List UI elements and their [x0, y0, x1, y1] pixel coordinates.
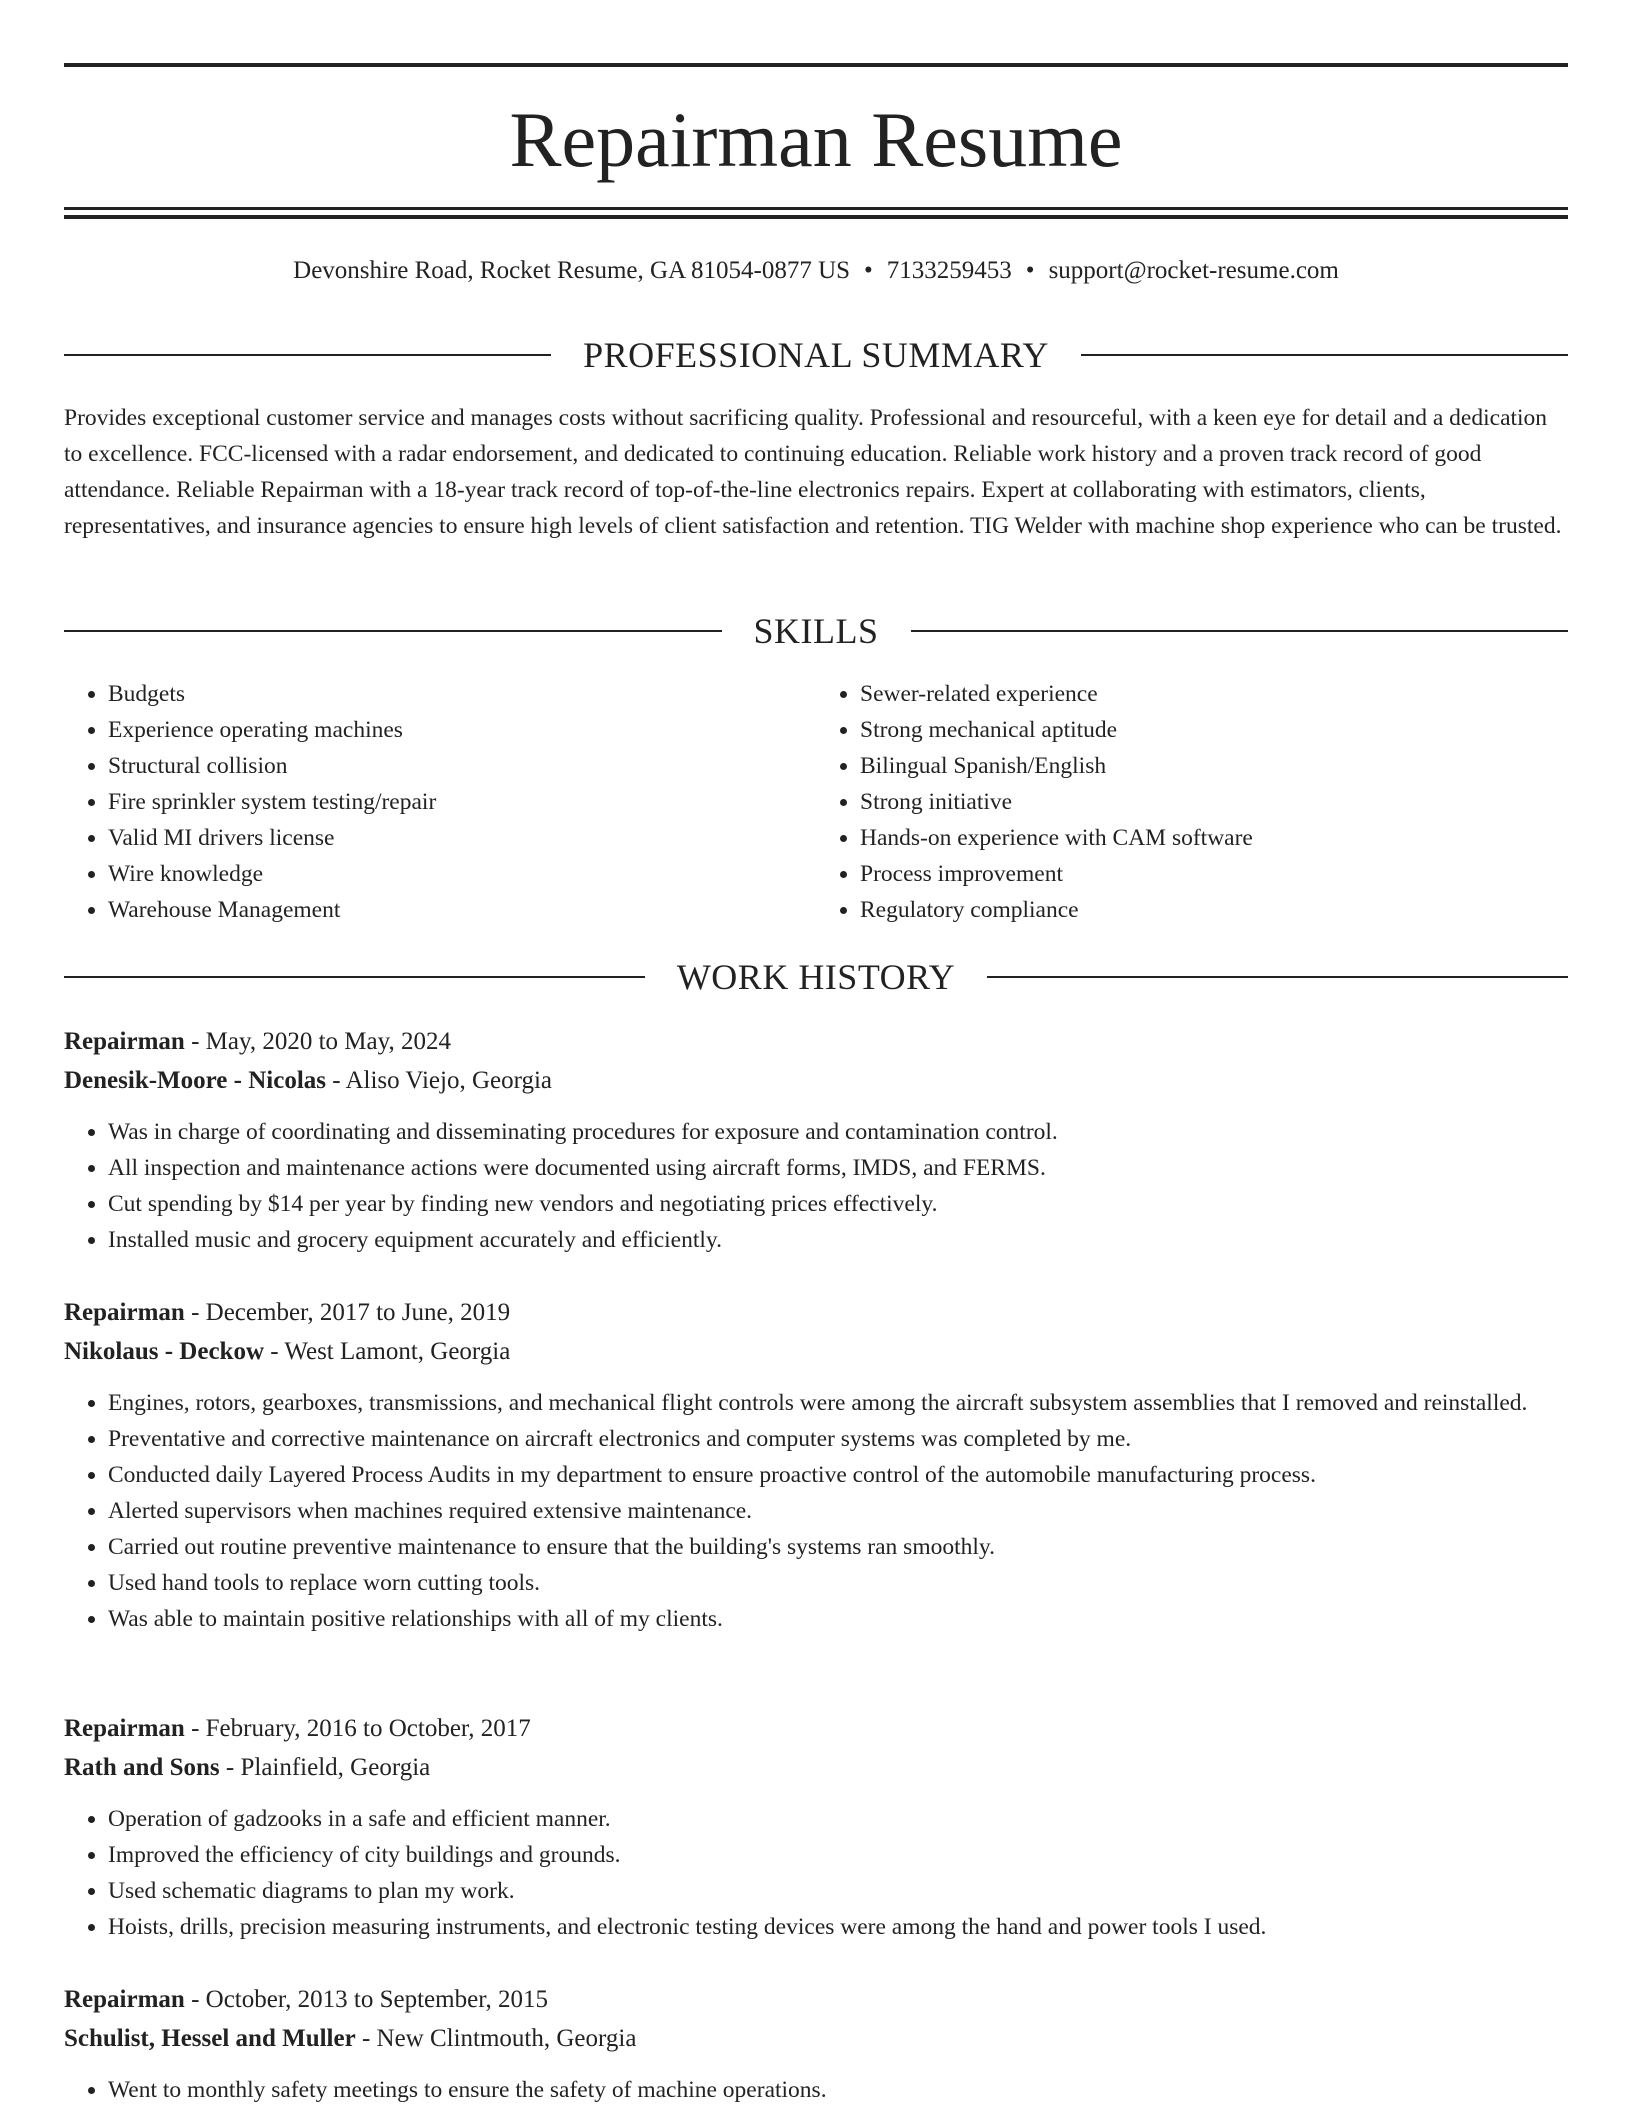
- title-double-rule: [64, 207, 1568, 219]
- contact-address: Devonshire Road, Rocket Resume, GA 81054-0877 US: [293, 257, 851, 284]
- skill-item: • Structural collision: [108, 748, 816, 784]
- job-bullet: • Went to monthly safety meetings to ensure the safety of machine operations.: [108, 2072, 1568, 2108]
- job-bullets: [64, 1114, 1568, 1258]
- skill-item: • Warehouse Management: [108, 892, 816, 928]
- job-location: - Plainfield, Georgia: [219, 1754, 431, 1781]
- contact-separator: •: [1025, 257, 1035, 284]
- skill-item: • Regulatory compliance: [860, 892, 1568, 928]
- job-bullet: • Cut spending by $14 per year by finding new vendors and negotiating prices effectively.: [108, 1186, 1568, 1222]
- section-rule-right: [1081, 354, 1568, 356]
- job-company: Nikolaus - Deckow: [64, 1338, 265, 1365]
- skill-item: • Wire knowledge: [108, 856, 816, 892]
- work-section-header: [64, 955, 1568, 999]
- job-bullet: • Was in charge of coordinating and disseminating procedures for exposure and contamination control.: [108, 1114, 1568, 1150]
- job-title: Repairman: [64, 1299, 185, 1326]
- job-bullet: • Used schematic diagrams to plan my work.: [108, 1873, 1568, 1909]
- skills-list-left: [64, 676, 816, 928]
- summary-section-header: [64, 333, 1568, 377]
- skills-columns: [64, 676, 1568, 928]
- summary-heading: PROFESSIONAL SUMMARY: [583, 335, 1049, 375]
- job-dates: - October, 2013 to September, 2015: [184, 1986, 549, 2013]
- job-bullet: • Carried out routine preventive maintenance to ensure that the building's systems ran smoothly.: [108, 1529, 1568, 1565]
- job-location: - New Clintmouth, Georgia: [355, 2025, 637, 2052]
- contact-line: [64, 254, 1568, 288]
- job-bullet: • Was able to maintain positive relationships with all of my clients.: [108, 1601, 1568, 1637]
- job-bullets: [64, 1801, 1568, 1945]
- resume-title: Repairman Resume: [509, 96, 1123, 183]
- section-rule-right: [987, 976, 1568, 978]
- job-company-line: [64, 1062, 1568, 1100]
- summary-text: Provides exceptional customer service and manages costs without sacrificing quality. Professional and resourceful, with a keen eye for detail and a dedication to excellence. FCC-licensed with a radar endorsement, and dedicated to continuing education. Reliable work history and a proven track record of good attendance. Reliable Repairman with a 18-year track record of top-of-the-line electronics repairs. Expert at collaborating with estimators, clients, representatives, and insurance agencies to ensure high levels of client satisfaction and retention. TIG Welder with machine shop experience who can be trusted.: [64, 405, 1562, 539]
- job-company: Denesik-Moore - Nicolas: [64, 1067, 326, 1094]
- job-bullets: [64, 1385, 1568, 1637]
- job-bullets: [64, 2072, 1568, 2108]
- job-bullet: • Alerted supervisors when machines required extensive maintenance.: [108, 1493, 1568, 1529]
- job-bullet: • Used hand tools to replace worn cutting tools.: [108, 1565, 1568, 1601]
- job-dates: - December, 2017 to June, 2019: [184, 1299, 511, 1326]
- job-title: Repairman: [64, 1028, 185, 1055]
- job-title-line: [64, 1981, 1568, 2019]
- job-company-line: [64, 2020, 1568, 2058]
- job-dates: - May, 2020 to May, 2024: [184, 1028, 452, 1055]
- job-title: Repairman: [64, 1715, 185, 1742]
- skills-section-header: [64, 609, 1568, 653]
- job-location: - West Lamont, Georgia: [264, 1338, 511, 1365]
- skill-item: • Strong mechanical aptitude: [860, 712, 1568, 748]
- job-company: Rath and Sons: [64, 1754, 220, 1781]
- section-rule-right: [911, 630, 1569, 632]
- job-entry: [64, 1710, 1568, 1945]
- skill-item: • Strong initiative: [860, 784, 1568, 820]
- skill-item: • Experience operating machines: [108, 712, 816, 748]
- skills-list-right: [816, 676, 1568, 928]
- contact-email: support@rocket-resume.com: [1048, 257, 1339, 284]
- job-company-line: [64, 1333, 1568, 1371]
- section-rule-left: [64, 630, 722, 632]
- job-bullet: • Operation of gadzooks in a safe and efficient manner.: [108, 1801, 1568, 1837]
- skill-item: • Bilingual Spanish/English: [860, 748, 1568, 784]
- job-bullet: • Installed music and grocery equipment accurately and efficiently.: [108, 1222, 1568, 1258]
- skill-item: • Fire sprinkler system testing/repair: [108, 784, 816, 820]
- top-rule: [64, 63, 1568, 67]
- job-bullet: • Improved the efficiency of city buildings and grounds.: [108, 1837, 1568, 1873]
- job-bullet: • Conducted daily Layered Process Audits in my department to ensure proactive control of the automobile manufacturing process.: [108, 1457, 1568, 1493]
- skill-item: • Budgets: [108, 676, 816, 712]
- skill-item: • Sewer-related experience: [860, 676, 1568, 712]
- job-bullet: • Hoists, drills, precision measuring instruments, and electronic testing devices were among the hand and power tools I used.: [108, 1909, 1568, 1945]
- job-bullet: • Preventative and corrective maintenance on aircraft electronics and computer systems was completed by me.: [108, 1421, 1568, 1457]
- job-title-line: [64, 1023, 1568, 1061]
- skill-item: • Hands-on experience with CAM software: [860, 820, 1568, 856]
- job-title-line: [64, 1710, 1568, 1748]
- section-rule-left: [64, 354, 551, 356]
- job-bullet: • All inspection and maintenance actions were documented using aircraft forms, IMDS, and FERMS.: [108, 1150, 1568, 1186]
- job-dates: - February, 2016 to October, 2017: [184, 1715, 531, 1742]
- section-rule-left: [64, 976, 645, 978]
- work-heading: WORK HISTORY: [676, 957, 956, 997]
- job-company: Schulist, Hessel and Muller: [64, 2025, 356, 2052]
- job-company-line: [64, 1749, 1568, 1787]
- contact-phone: 7133259453: [886, 257, 1012, 284]
- job-location: - Aliso Viejo, Georgia: [326, 1067, 553, 1094]
- job-title-line: [64, 1294, 1568, 1332]
- job-title: Repairman: [64, 1986, 185, 2013]
- job-bullet: • Engines, rotors, gearboxes, transmissions, and mechanical flight controls were among the aircraft subsystem assemblies that I removed and reinstalled.: [108, 1385, 1568, 1421]
- job-entry: [64, 1294, 1568, 1637]
- skills-heading: SKILLS: [753, 611, 879, 651]
- skill-item: • Process improvement: [860, 856, 1568, 892]
- contact-separator: •: [864, 257, 873, 284]
- job-entry: [64, 1981, 1568, 2108]
- skill-item: • Valid MI drivers license: [108, 820, 816, 856]
- job-entry: [64, 1023, 1568, 1258]
